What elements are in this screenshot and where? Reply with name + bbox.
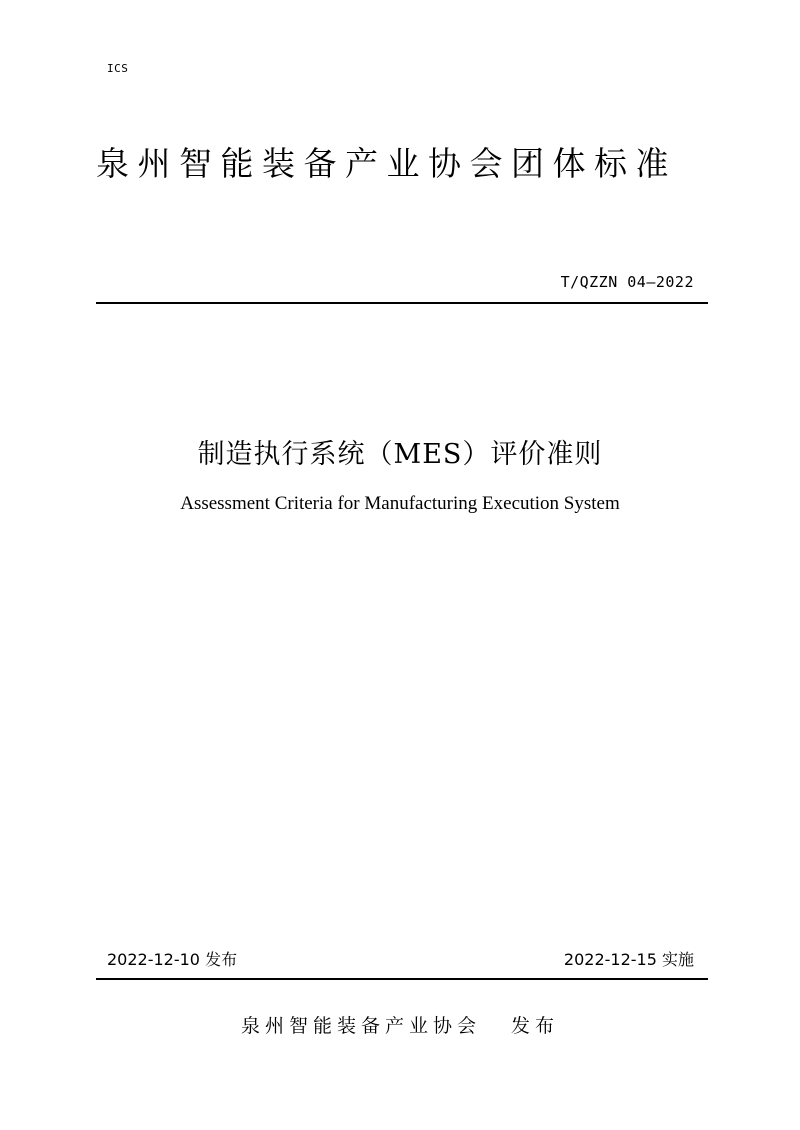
document-title-zh: 制造执行系统（MES）评价准则: [197, 439, 603, 470]
top-divider: [96, 302, 708, 304]
standard-number: T/QZZN 04—2022: [560, 273, 694, 291]
implementation-date: 2022-12-15 实施: [563, 950, 694, 969]
publisher-action: 发布: [511, 1015, 560, 1037]
issue-date: 2022-12-10 发布: [107, 950, 238, 969]
ics-label: ICS: [107, 62, 129, 75]
document-title-en: Assessment Criteria for Manufacturing Execution System: [180, 493, 620, 514]
publisher-line: [0, 1011, 800, 1038]
bottom-divider: [96, 978, 708, 980]
publisher-name: 泉州智能装备产业协会: [240, 1015, 481, 1037]
organization-standard-title: 泉州智能装备产业协会团体标准: [96, 144, 677, 183]
